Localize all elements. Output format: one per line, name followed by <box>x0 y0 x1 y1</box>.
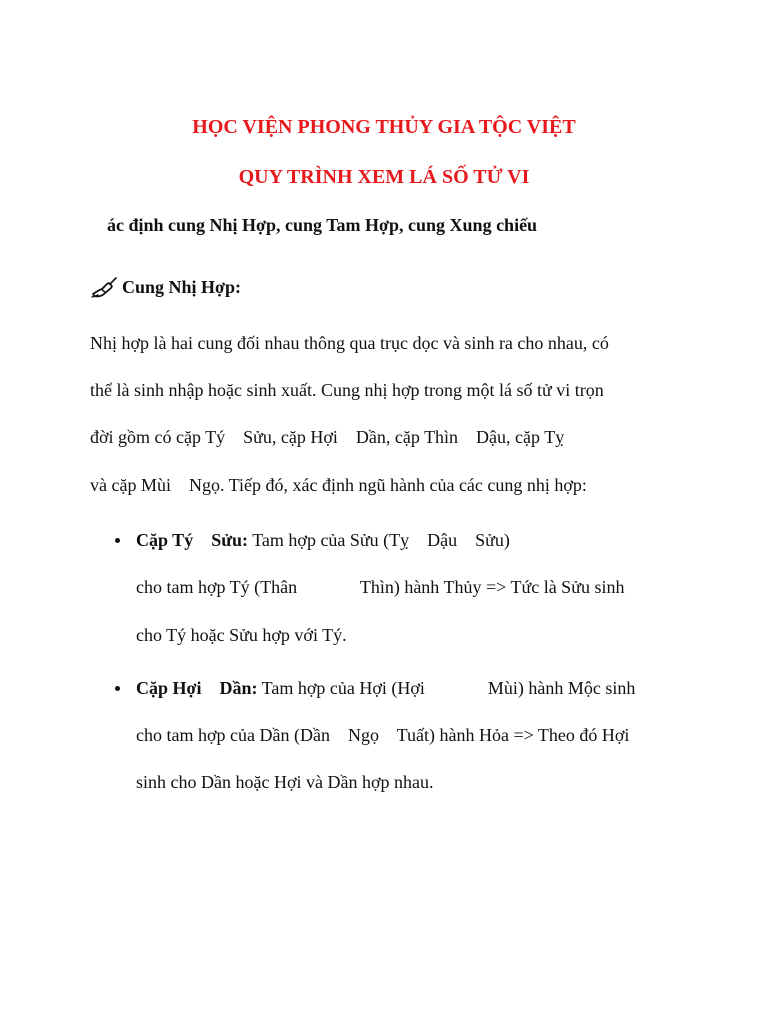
list-item-text: Tam hợp của Hợi (Hợi Mùi) hành Mộc sinh <box>257 678 636 698</box>
page-subtitle-red: QUY TRÌNH XEM LÁ SỐ TỬ VI <box>238 166 530 188</box>
list-item-text: Tam hợp của Sửu (Tỵ Dậu Sửu) <box>248 530 510 550</box>
paragraph-line: thể là sinh nhập hoặc sinh xuất. Cung nhị hợp trong một lá số tử vi trọn <box>90 380 604 400</box>
page-title: HỌC VIỆN PHONG THỦY GIA TỘC VIỆT <box>192 116 576 138</box>
paragraph-line: và cặp Mùi Ngọ. Tiếp đó, xác định ngũ hành của các cung nhị hợp: <box>90 475 587 495</box>
list-item-label: Cặp Hợi Dần: <box>136 678 258 698</box>
list-item <box>136 529 510 551</box>
writing-hand-icon <box>90 275 118 299</box>
list-item-text: sinh cho Dần hoặc Hợi và Dần hợp nhau. <box>136 772 434 792</box>
bullet-icon <box>115 686 120 691</box>
section-subtitle: ác định cung Nhị Hợp, cung Tam Hợp, cung Xung chiếu <box>107 215 538 235</box>
list-item-label: Cặp Tý Sửu: <box>136 530 249 550</box>
list-item-text: cho tam hợp Tý (Thân Thìn) hành Thủy => Tức là Sửu sinh <box>136 577 625 597</box>
section-heading-text: Cung Nhị Hợp: <box>122 276 242 297</box>
bullet-icon <box>115 538 120 543</box>
paragraph-line: Nhị hợp là hai cung đối nhau thông qua trục dọc và sinh ra cho nhau, có <box>90 333 609 353</box>
paragraph-line: đời gồm có cặp Tý Sửu, cặp Hợi Dần, cặp Thìn Dậu, cặp Tỵ <box>90 427 565 447</box>
list-item <box>136 677 635 699</box>
section-heading <box>90 275 241 299</box>
list-item-text: cho Tý hoặc Sửu hợp với Tý. <box>136 625 347 645</box>
list-item-text: cho tam hợp của Dần (Dần Ngọ Tuất) hành Hỏa => Theo đó Hợi <box>136 725 630 745</box>
